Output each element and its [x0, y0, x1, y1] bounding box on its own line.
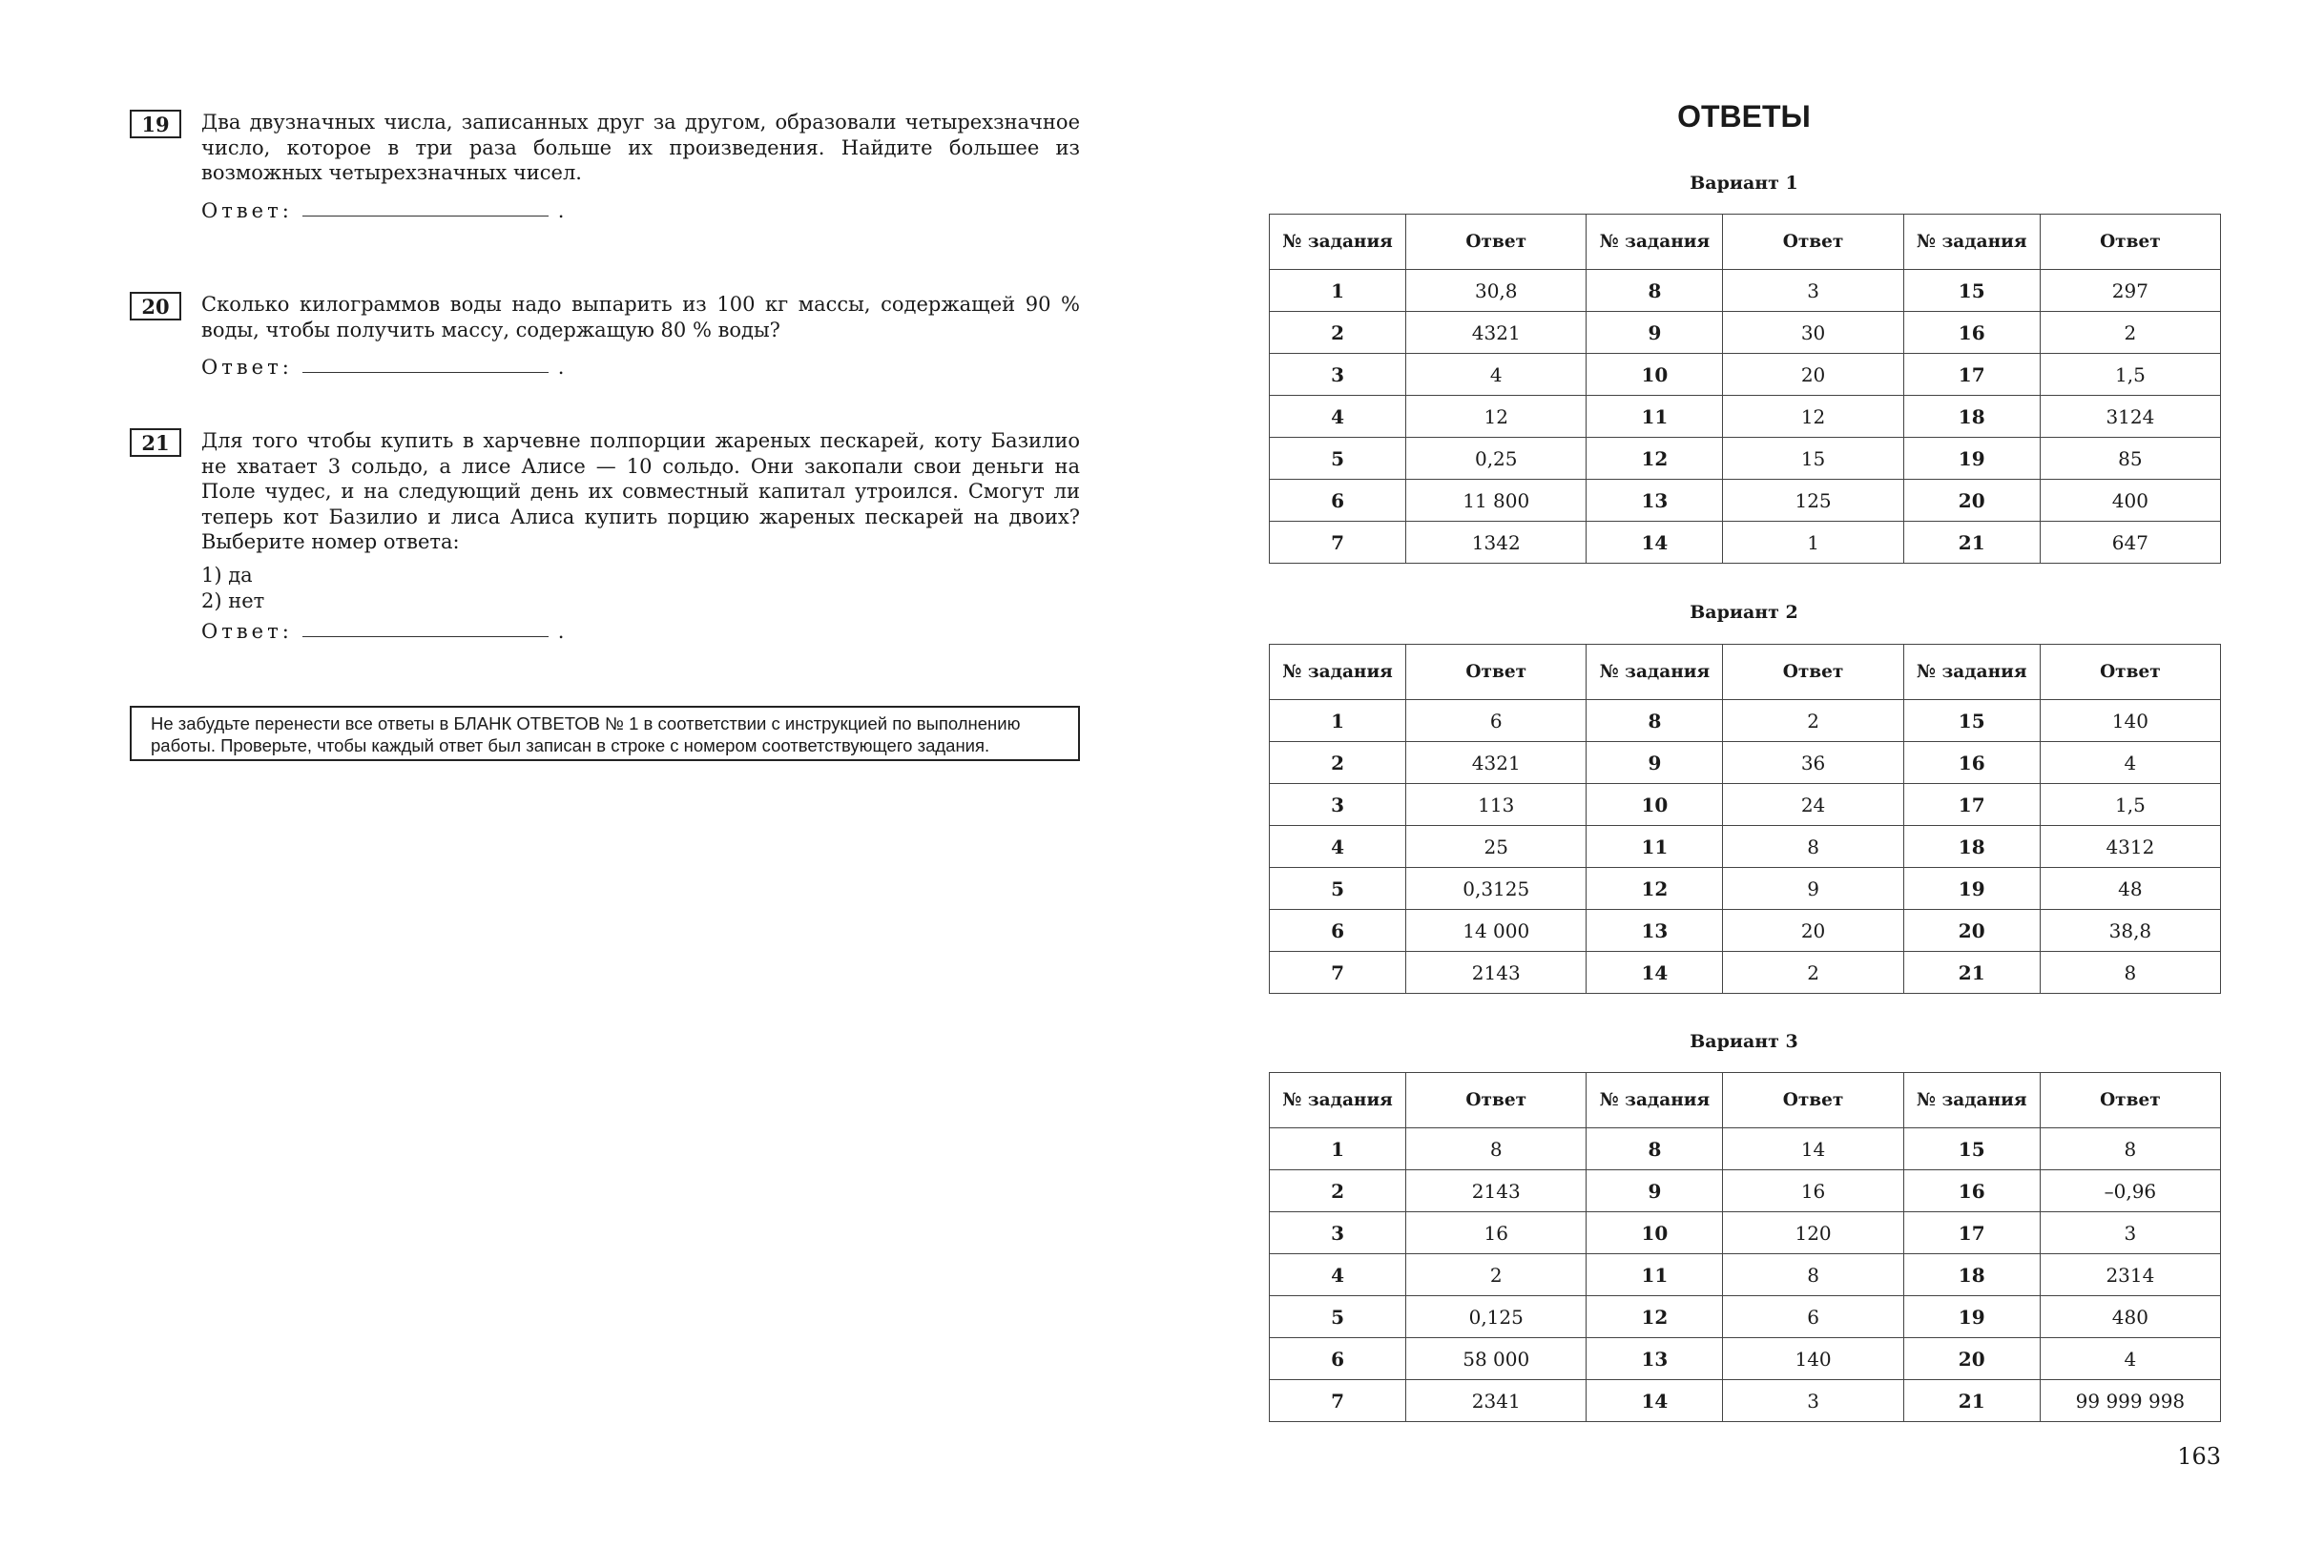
task-number-cell: 18: [1903, 826, 2040, 868]
option-item: 1) да: [201, 563, 253, 587]
task-number-cell: 18: [1903, 1254, 2040, 1296]
task-number-cell: 4: [1270, 826, 1406, 868]
task-number-cell: 9: [1587, 742, 1723, 784]
answers-table: [1269, 644, 2221, 994]
table-row: [1270, 1338, 2221, 1380]
task-number-cell: 21: [1903, 522, 2040, 564]
task-number-cell: 14: [1587, 952, 1723, 994]
answer-cell: 8: [1406, 1128, 1587, 1170]
answer-cell: 8: [1723, 826, 1903, 868]
task-number-cell: 10: [1587, 354, 1723, 396]
task-number-cell: 5: [1270, 1296, 1406, 1338]
header-task-number: № задания: [1587, 645, 1723, 700]
task-number-cell: 21: [1903, 1380, 2040, 1422]
task-number-cell: 12: [1587, 438, 1723, 480]
header-task-number: № задания: [1903, 215, 2040, 270]
task-number-cell: 12: [1587, 868, 1723, 910]
problem-number: 21: [130, 428, 181, 457]
table-header-row: [1270, 645, 2221, 700]
task-number-cell: 5: [1270, 438, 1406, 480]
problem-number: 20: [130, 292, 181, 320]
variant-title: Вариант 2: [1690, 602, 1798, 623]
answer-cell: 30,8: [1406, 270, 1587, 312]
task-number-cell: 17: [1903, 784, 2040, 826]
answer-options: [201, 563, 1080, 614]
header-answer: Ответ: [2040, 1073, 2220, 1128]
problem-20: [130, 292, 1080, 379]
answer-cell: 14 000: [1406, 910, 1587, 952]
answer-cell: 12: [1723, 396, 1903, 438]
task-number-cell: 3: [1270, 354, 1406, 396]
answer-line[interactable]: [302, 635, 549, 637]
answer-cell: 2: [1723, 952, 1903, 994]
task-number-cell: 13: [1587, 1338, 1723, 1380]
task-number-cell: 10: [1587, 1212, 1723, 1254]
answer-cell: 48: [2040, 868, 2220, 910]
task-number-cell: 19: [1903, 868, 2040, 910]
answer-cell: 1342: [1406, 522, 1587, 564]
task-number-cell: 8: [1587, 1128, 1723, 1170]
answer-cell: –0,96: [2040, 1170, 2220, 1212]
answer-cell: 140: [1723, 1338, 1903, 1380]
answer-cell: 6: [1723, 1296, 1903, 1338]
table-row: [1270, 1170, 2221, 1212]
task-number-cell: 20: [1903, 480, 2040, 522]
task-number-cell: 6: [1270, 910, 1406, 952]
task-number-cell: 1: [1270, 1128, 1406, 1170]
task-number-cell: 6: [1270, 480, 1406, 522]
answer-cell: 120: [1723, 1212, 1903, 1254]
answer-cell: 15: [1723, 438, 1903, 480]
answer-cell: 8: [2040, 952, 2220, 994]
answer-cell: 38,8: [2040, 910, 2220, 952]
answer-cell: 400: [2040, 480, 2220, 522]
header-answer: Ответ: [1406, 215, 1587, 270]
answer-cell: 99 999 998: [2040, 1380, 2220, 1422]
answer-line[interactable]: [302, 215, 549, 217]
answer-cell: 85: [2040, 438, 2220, 480]
problem-number: 19: [130, 110, 181, 138]
answer-cell: 297: [2040, 270, 2220, 312]
table-row: [1270, 1254, 2221, 1296]
task-number-cell: 15: [1903, 700, 2040, 742]
table-row: [1270, 1380, 2221, 1422]
table-row: [1270, 952, 2221, 994]
task-number-cell: 11: [1587, 396, 1723, 438]
header-answer: Ответ: [2040, 215, 2220, 270]
answer-cell: 2314: [2040, 1254, 2220, 1296]
answer-cell: 4321: [1406, 742, 1587, 784]
table-row: [1270, 312, 2221, 354]
answer-cell: 36: [1723, 742, 1903, 784]
answers-table: [1269, 214, 2221, 564]
answers-table: [1269, 1072, 2221, 1422]
task-number-cell: 2: [1270, 742, 1406, 784]
table-row: [1270, 742, 2221, 784]
answer-cell: 11 800: [1406, 480, 1587, 522]
page-number: 163: [2177, 1443, 2221, 1470]
answer-dot: .: [557, 619, 565, 643]
option-item: 2) нет: [201, 588, 265, 612]
task-number-cell: 5: [1270, 868, 1406, 910]
header-answer: Ответ: [2040, 645, 2220, 700]
task-number-cell: 16: [1903, 1170, 2040, 1212]
table-row: [1270, 480, 2221, 522]
answer-line[interactable]: [302, 371, 549, 373]
task-number-cell: 16: [1903, 742, 2040, 784]
header-task-number: № задания: [1587, 215, 1723, 270]
answer-label: Ответ:: [201, 198, 293, 222]
answer-dot: .: [557, 198, 565, 222]
answer-cell: 4: [2040, 1338, 2220, 1380]
answer-cell: 125: [1723, 480, 1903, 522]
table-header-row: [1270, 1073, 2221, 1128]
answer-cell: 1,5: [2040, 354, 2220, 396]
table-row: [1270, 1212, 2221, 1254]
answer-cell: 3: [1723, 1380, 1903, 1422]
task-number-cell: 11: [1587, 1254, 1723, 1296]
table-row: [1270, 910, 2221, 952]
task-number-cell: 15: [1903, 1128, 2040, 1170]
answer-field[interactable]: [201, 616, 1080, 643]
variant-title: Вариант 3: [1690, 1031, 1798, 1052]
answer-cell: 2: [1406, 1254, 1587, 1296]
answer-cell: 16: [1406, 1212, 1587, 1254]
header-answer: Ответ: [1406, 645, 1587, 700]
task-number-cell: 3: [1270, 1212, 1406, 1254]
answer-cell: 0,25: [1406, 438, 1587, 480]
header-task-number: № задания: [1587, 1073, 1723, 1128]
task-number-cell: 11: [1587, 826, 1723, 868]
answer-cell: 3: [1723, 270, 1903, 312]
answer-cell: 12: [1406, 396, 1587, 438]
table-row: [1270, 700, 2221, 742]
answer-cell: 24: [1723, 784, 1903, 826]
task-number-cell: 17: [1903, 1212, 2040, 1254]
table-row: [1270, 396, 2221, 438]
header-answer: Ответ: [1723, 215, 1903, 270]
table-row: [1270, 270, 2221, 312]
answer-cell: 1: [1723, 522, 1903, 564]
answer-cell: 4: [1406, 354, 1587, 396]
header-task-number: № задания: [1903, 1073, 2040, 1128]
task-number-cell: 9: [1587, 312, 1723, 354]
task-number-cell: 8: [1587, 270, 1723, 312]
header-answer: Ответ: [1723, 1073, 1903, 1128]
task-number-cell: 19: [1903, 438, 2040, 480]
answer-dot: .: [557, 356, 565, 379]
task-number-cell: 3: [1270, 784, 1406, 826]
answer-label: Ответ:: [201, 619, 293, 643]
answer-field[interactable]: [201, 196, 1080, 222]
variant-title: Вариант 1: [1690, 173, 1798, 194]
task-number-cell: 7: [1270, 522, 1406, 564]
table-row: [1270, 354, 2221, 396]
task-number-cell: 6: [1270, 1338, 1406, 1380]
problem-text: Сколько килограммов воды надо выпарить из 100 кг массы, содержащей 90 % воды, чтобы получить массу, содержащую 80 % воды?: [201, 293, 1080, 341]
answer-cell: 58 000: [1406, 1338, 1587, 1380]
task-number-cell: 12: [1587, 1296, 1723, 1338]
problem-19: [130, 110, 1080, 222]
answer-cell: 1,5: [2040, 784, 2220, 826]
answer-cell: 4321: [1406, 312, 1587, 354]
table-row: [1270, 826, 2221, 868]
table-row: [1270, 784, 2221, 826]
task-number-cell: 8: [1587, 700, 1723, 742]
header-task-number: № задания: [1270, 1073, 1406, 1128]
task-number-cell: 9: [1587, 1170, 1723, 1212]
answer-cell: 14: [1723, 1128, 1903, 1170]
header-answer: Ответ: [1723, 645, 1903, 700]
task-number-cell: 17: [1903, 354, 2040, 396]
answer-field[interactable]: [201, 352, 1080, 379]
answer-cell: 4: [2040, 742, 2220, 784]
header-task-number: № задания: [1270, 645, 1406, 700]
answer-cell: 140: [2040, 700, 2220, 742]
answer-cell: 30: [1723, 312, 1903, 354]
answer-cell: 2143: [1406, 952, 1587, 994]
task-number-cell: 7: [1270, 952, 1406, 994]
answer-label: Ответ:: [201, 356, 293, 379]
task-number-cell: 13: [1587, 480, 1723, 522]
answer-cell: 3: [2040, 1212, 2220, 1254]
task-number-cell: 13: [1587, 910, 1723, 952]
header-answer: Ответ: [1406, 1073, 1587, 1128]
answer-cell: 0,125: [1406, 1296, 1587, 1338]
task-number-cell: 21: [1903, 952, 2040, 994]
answer-cell: 25: [1406, 826, 1587, 868]
task-number-cell: 7: [1270, 1380, 1406, 1422]
task-number-cell: 10: [1587, 784, 1723, 826]
task-number-cell: 2: [1270, 312, 1406, 354]
answer-cell: 20: [1723, 910, 1903, 952]
task-number-cell: 19: [1903, 1296, 2040, 1338]
problem-21: [130, 428, 1080, 643]
task-number-cell: 16: [1903, 312, 2040, 354]
answer-cell: 2: [1723, 700, 1903, 742]
answer-cell: 4312: [2040, 826, 2220, 868]
answer-cell: 647: [2040, 522, 2220, 564]
answer-cell: 113: [1406, 784, 1587, 826]
answer-cell: 9: [1723, 868, 1903, 910]
task-number-cell: 1: [1270, 700, 1406, 742]
task-number-cell: 14: [1587, 1380, 1723, 1422]
task-number-cell: 15: [1903, 270, 2040, 312]
task-number-cell: 18: [1903, 396, 2040, 438]
problem-text: Для того чтобы купить в харчевне полпорции жареных пескарей, коту Базилио не хватает 3 сольдо, а лисе Алисе — 10 сольдо. Они закопали свои деньги на Поле чудес, и на следующий день их совместный капитал утроился. Смогут ли теперь кот Базилио и лиса Алиса купить порцию жареных пескарей на двоих? Выберите номер ответа:: [201, 429, 1080, 553]
answer-cell: 20: [1723, 354, 1903, 396]
answer-cell: 2143: [1406, 1170, 1587, 1212]
task-number-cell: 4: [1270, 396, 1406, 438]
answer-cell: 8: [2040, 1128, 2220, 1170]
answers-title: ОТВЕТЫ: [1677, 99, 1811, 134]
answer-cell: 3124: [2040, 396, 2220, 438]
table-row: [1270, 1296, 2221, 1338]
answer-cell: 2341: [1406, 1380, 1587, 1422]
task-number-cell: 20: [1903, 1338, 2040, 1380]
table-header-row: [1270, 215, 2221, 270]
notice-box: Не забудьте перенести все ответы в БЛАНК ОТВЕТОВ № 1 в соответствии с инструкцией по выполнению работы. Проверьте, чтобы каждый ответ был записан в строке с номером соответствующего задания.: [130, 706, 1080, 761]
header-task-number: № задания: [1903, 645, 2040, 700]
table-row: [1270, 522, 2221, 564]
table-row: [1270, 438, 2221, 480]
task-number-cell: 4: [1270, 1254, 1406, 1296]
answer-cell: 16: [1723, 1170, 1903, 1212]
task-number-cell: 2: [1270, 1170, 1406, 1212]
answer-cell: 8: [1723, 1254, 1903, 1296]
task-number-cell: 1: [1270, 270, 1406, 312]
answer-cell: 6: [1406, 700, 1587, 742]
task-number-cell: 14: [1587, 522, 1723, 564]
answer-cell: 0,3125: [1406, 868, 1587, 910]
answer-cell: 2: [2040, 312, 2220, 354]
header-task-number: № задания: [1270, 215, 1406, 270]
answer-cell: 480: [2040, 1296, 2220, 1338]
table-row: [1270, 868, 2221, 910]
table-row: [1270, 1128, 2221, 1170]
problem-text: Два двузначных числа, записанных друг за другом, образовали четырехзначное число, которое в три раза больше их произведения. Найдите большее из возможных четырехзначных чисел.: [201, 111, 1080, 184]
task-number-cell: 20: [1903, 910, 2040, 952]
